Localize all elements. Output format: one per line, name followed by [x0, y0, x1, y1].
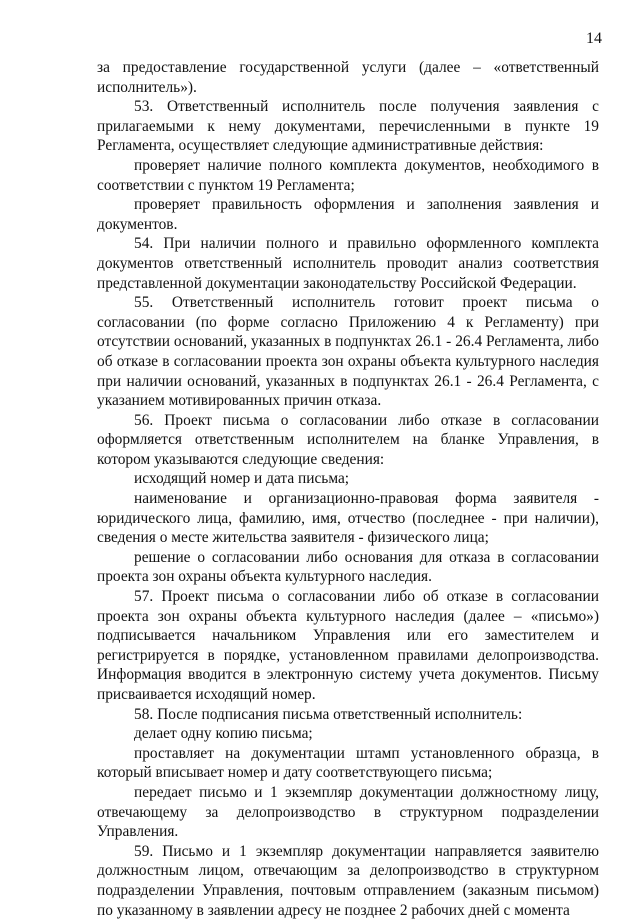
page-number: 14	[586, 30, 602, 47]
paragraph-59: 59. Письмо и 1 экземпляр документации направляется заявителю должностным лицом, отвечающим за делопроизводство в структурном подразделении Управления, почтовым отправлением (заказным письмом) по указанному в заявлении адресу не позднее 2 рабочих дней с момента	[97, 842, 599, 919]
paragraph-53-item-2: проверяет правильность оформления и заполнения заявления и документов.	[97, 196, 599, 233]
paragraph-58-item-2: проставляет на документации штамп установленного образца, в который вписывает номер и дату соответствующего письма;	[97, 744, 599, 782]
paragraph-53-item-1: проверяет наличие полного комплекта документов, необходимого в соответствии с пунктом 19 Регламента;	[97, 156, 599, 194]
document-body	[97, 58, 599, 920]
paragraph-continuation: за предоставление государственной услуги (далее – «ответственный исполнитель»).	[97, 59, 599, 96]
paragraph-56-item-2: наименование и организационно-правовая форма заявителя - юридического лица, фамилию, имя, отчество (последнее - при наличии), сведения о месте жительства заявителя - физического лица;	[97, 490, 599, 547]
paragraph-56: 56. Проект письма о согласовании либо отказе в согласовании оформляется ответственным исполнителем на бланке Управления, в котором указываются следующие сведения:	[97, 411, 599, 468]
paragraph-54: 54. При наличии полного и правильно оформленного комплекта документов ответственный исполнитель проводит анализ соответствия представленной документации законодательству Российской Федерации.	[97, 235, 599, 292]
paragraph-58-item-3: передает письмо и 1 экземпляр документации должностному лицу, отвечающему за делопроизводство в структурном подразделении Управления.	[97, 783, 599, 841]
paragraph-57: 57. Проект письма о согласовании либо об отказе в согласовании проекта зон охраны объекта культурного наследия (далее – «письмо») подписывается начальником Управления или его заместителем и регистрируется в порядке, установленном правилами делопроизводства. Информация вводится в электронную систему учета документов. Письму присваивается исходящий номер.	[97, 588, 599, 703]
paragraph-56-item-3: решение о согласовании либо основания для отказа в согласовании проекта зон охраны объекта культурного наследия.	[97, 548, 599, 586]
paragraph-53: 53. Ответственный исполнитель после получения заявления с прилагаемыми к нему документами, перечисленными в пункте 19 Регламента, осуществляет следующие административные действия:	[97, 98, 599, 155]
paragraph-56-item-1: исходящий номер и дата письма;	[134, 470, 350, 488]
paragraph-55: 55. Ответственный исполнитель готовит проект письма о согласовании (по форме согласно Приложению 4 к Регламенту) при отсутствии оснований, указанных в подпунктах 26.1 - 26.4 Регламента, либо об отказе в согласовании проекта зон охраны объекта культурного наследия при наличии оснований, указанных в подпунктах 26.1 - 26.4 Регламента, с указанием мотивированных причин отказа.	[97, 294, 599, 410]
paragraph-58: 58. После подписания письма ответственный исполнитель:	[134, 705, 523, 723]
paragraph-58-item-1: делает одну копию письма;	[134, 725, 313, 743]
